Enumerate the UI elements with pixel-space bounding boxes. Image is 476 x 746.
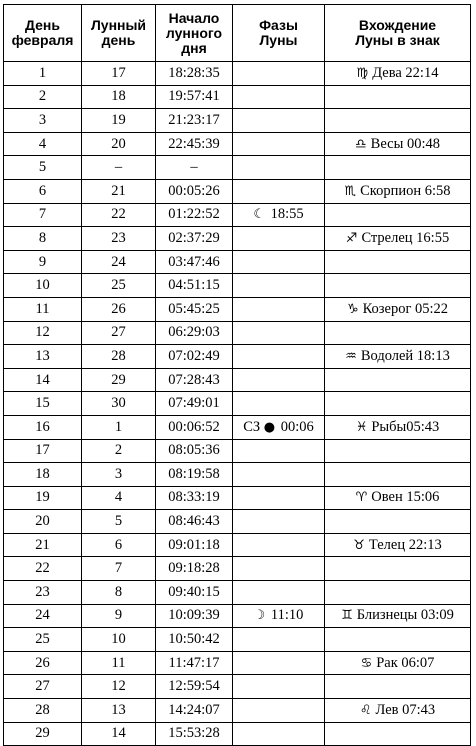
day-cell: 8 bbox=[4, 227, 82, 251]
header-sign-entry-line: Луны в знак bbox=[355, 32, 440, 48]
table-row bbox=[4, 439, 471, 463]
day-cell: 11 bbox=[4, 297, 82, 321]
lunar-day-cell: 4 bbox=[82, 486, 156, 510]
sign-text: Козерог 05:22 bbox=[362, 300, 449, 317]
table-row bbox=[4, 203, 471, 227]
header-sign-entry bbox=[325, 5, 471, 62]
start-time-cell: 22:45:39 bbox=[156, 132, 233, 156]
start-time-cell: 14:24:07 bbox=[156, 699, 233, 723]
start-time-cell: 09:40:15 bbox=[156, 581, 233, 605]
phase-cell bbox=[233, 156, 325, 180]
table-row bbox=[4, 415, 471, 439]
table-row bbox=[4, 85, 471, 109]
day-cell: 19 bbox=[4, 486, 82, 510]
lunar-day-cell: 8 bbox=[82, 581, 156, 605]
phase-cell bbox=[233, 699, 325, 723]
table-row bbox=[4, 722, 471, 746]
sign-cell bbox=[325, 156, 471, 180]
phase-cell bbox=[233, 463, 325, 487]
lunar-day-cell: 30 bbox=[82, 392, 156, 416]
table-row bbox=[4, 179, 471, 203]
pisces-icon: ♓ bbox=[355, 419, 368, 435]
sign-text: Весы 00:48 bbox=[370, 135, 440, 152]
phase-cell bbox=[233, 368, 325, 392]
lunar-day-cell: 25 bbox=[82, 274, 156, 298]
table-row bbox=[4, 62, 471, 86]
table-row bbox=[4, 132, 471, 156]
header-phase-line: Фазы bbox=[259, 17, 298, 33]
phase-cell bbox=[233, 722, 325, 746]
header-phase bbox=[233, 5, 325, 62]
lunar-day-cell: 19 bbox=[82, 109, 156, 133]
day-cell: 10 bbox=[4, 274, 82, 298]
phase-cell bbox=[233, 321, 325, 345]
sign-text: Дева 22:14 bbox=[372, 64, 439, 81]
sign-cell bbox=[325, 415, 471, 439]
phase-cell bbox=[233, 227, 325, 251]
phase-cell bbox=[233, 510, 325, 534]
start-time-cell: 07:02:49 bbox=[156, 345, 233, 369]
phase-cell bbox=[233, 392, 325, 416]
sign-cell bbox=[325, 250, 471, 274]
phase-cell bbox=[233, 274, 325, 298]
sign-cell bbox=[325, 109, 471, 133]
lunar-day-cell: 17 bbox=[82, 62, 156, 86]
phase-cell bbox=[233, 604, 325, 628]
sign-text: Скорпион 6:58 bbox=[360, 182, 451, 199]
header-start-line: дня bbox=[181, 39, 207, 56]
first-quarter-moon-icon: ☽ bbox=[253, 608, 266, 624]
aries-icon: ♈ bbox=[355, 490, 368, 506]
phase-cell bbox=[233, 439, 325, 463]
phase-cell bbox=[233, 675, 325, 699]
table-row bbox=[4, 628, 471, 652]
sign-cell bbox=[325, 85, 471, 109]
phase-cell bbox=[233, 85, 325, 109]
header-start-line: Начало bbox=[168, 9, 220, 26]
lunar-day-cell: 20 bbox=[82, 132, 156, 156]
table-row bbox=[4, 345, 471, 369]
day-cell: 3 bbox=[4, 109, 82, 133]
header-lunar-day bbox=[82, 5, 156, 62]
start-time-cell: 11:47:17 bbox=[156, 651, 233, 675]
header-lunar-day-line: Лунный bbox=[90, 17, 147, 33]
table-row bbox=[4, 321, 471, 345]
phase-cell bbox=[233, 203, 325, 227]
day-cell: 18 bbox=[4, 463, 82, 487]
start-time-cell: 08:33:19 bbox=[156, 486, 233, 510]
table-row bbox=[4, 699, 471, 723]
start-time-cell: 10:50:42 bbox=[156, 628, 233, 652]
day-cell: 25 bbox=[4, 628, 82, 652]
lunar-day-cell: – bbox=[82, 156, 156, 180]
sign-text: Рак 06:07 bbox=[376, 654, 435, 671]
aquarius-icon: ♒ bbox=[345, 348, 357, 364]
phase-cell bbox=[233, 415, 325, 439]
sign-text: Близнецы 03:09 bbox=[356, 607, 454, 624]
sign-cell bbox=[325, 179, 471, 203]
start-time-cell: 05:45:25 bbox=[156, 297, 233, 321]
sign-cell bbox=[325, 510, 471, 534]
lunar-calendar-table bbox=[3, 4, 471, 746]
lunar-day-cell: 24 bbox=[82, 250, 156, 274]
day-cell: 12 bbox=[4, 321, 82, 345]
start-time-cell: 09:18:28 bbox=[156, 557, 233, 581]
sign-cell bbox=[325, 439, 471, 463]
gemini-icon: ♊ bbox=[341, 608, 353, 624]
start-time-cell: 21:23:17 bbox=[156, 109, 233, 133]
start-time-cell: 12:59:54 bbox=[156, 675, 233, 699]
phase-cell bbox=[233, 179, 325, 203]
table-row bbox=[4, 297, 471, 321]
start-time-cell: 02:37:29 bbox=[156, 227, 233, 251]
start-time-cell: 07:49:01 bbox=[156, 392, 233, 416]
sign-cell bbox=[325, 486, 471, 510]
lunar-day-cell: 23 bbox=[82, 227, 156, 251]
day-cell: 5 bbox=[4, 156, 82, 180]
start-time-cell: 03:47:46 bbox=[156, 250, 233, 274]
table-row bbox=[4, 651, 471, 675]
sign-cell bbox=[325, 699, 471, 723]
table-row bbox=[4, 486, 471, 510]
sign-cell bbox=[325, 297, 471, 321]
sign-cell bbox=[325, 345, 471, 369]
sign-cell bbox=[325, 675, 471, 699]
day-cell: 9 bbox=[4, 250, 82, 274]
lunar-day-cell: 2 bbox=[82, 439, 156, 463]
sign-text: Водолей 18:13 bbox=[360, 347, 450, 364]
start-time-cell: 08:46:43 bbox=[156, 510, 233, 534]
day-cell: 17 bbox=[4, 439, 82, 463]
sign-cell bbox=[325, 62, 471, 86]
day-cell: 26 bbox=[4, 651, 82, 675]
phase-cell bbox=[233, 250, 325, 274]
lunar-day-cell: 10 bbox=[82, 628, 156, 652]
phase-cell bbox=[233, 132, 325, 156]
day-cell: 21 bbox=[4, 533, 82, 557]
start-time-cell: 10:09:39 bbox=[156, 604, 233, 628]
sign-cell bbox=[325, 722, 471, 746]
lunar-day-cell: 13 bbox=[82, 699, 156, 723]
phase-time: 11:10 bbox=[270, 607, 304, 624]
phase-prefix: СЗ bbox=[243, 418, 261, 435]
sign-cell bbox=[325, 392, 471, 416]
day-cell: 16 bbox=[4, 415, 82, 439]
day-cell: 15 bbox=[4, 392, 82, 416]
lunar-day-cell: 5 bbox=[82, 510, 156, 534]
sign-cell bbox=[325, 321, 471, 345]
start-time-cell: 18:28:35 bbox=[156, 62, 233, 86]
day-cell: 7 bbox=[4, 203, 82, 227]
table-row bbox=[4, 109, 471, 133]
start-time-cell: 00:05:26 bbox=[156, 179, 233, 203]
phase-cell bbox=[233, 297, 325, 321]
day-cell: 13 bbox=[4, 345, 82, 369]
header-lunar-day-line: день bbox=[101, 32, 136, 48]
phase-cell bbox=[233, 557, 325, 581]
leo-icon: ♌ bbox=[359, 702, 372, 718]
header-phase-line: Луны bbox=[259, 32, 298, 48]
header-sign-entry-line: Вхождение bbox=[358, 17, 437, 33]
table-row bbox=[4, 604, 471, 628]
table-row bbox=[4, 557, 471, 581]
table-row bbox=[4, 250, 471, 274]
phase-time: 00:06 bbox=[280, 418, 314, 435]
last-quarter-moon-icon: ☾ bbox=[253, 207, 265, 223]
sign-cell bbox=[325, 628, 471, 652]
day-cell: 20 bbox=[4, 510, 82, 534]
day-cell: 28 bbox=[4, 699, 82, 723]
start-time-cell: – bbox=[156, 156, 233, 180]
start-time-cell: 15:53:28 bbox=[156, 722, 233, 746]
sign-text: Лев 07:43 bbox=[375, 701, 436, 718]
phase-cell bbox=[233, 486, 325, 510]
start-time-cell: 08:05:36 bbox=[156, 439, 233, 463]
lunar-day-cell: 29 bbox=[82, 368, 156, 392]
lunar-day-cell: 12 bbox=[82, 675, 156, 699]
start-time-cell: 08:19:58 bbox=[156, 463, 233, 487]
sign-cell bbox=[325, 203, 471, 227]
phase-cell bbox=[233, 109, 325, 133]
header-day-line: День bbox=[25, 17, 60, 33]
lunar-day-cell: 1 bbox=[82, 415, 156, 439]
table-row bbox=[4, 156, 471, 180]
start-time-cell: 06:29:03 bbox=[156, 321, 233, 345]
lunar-day-cell: 18 bbox=[82, 85, 156, 109]
table-row bbox=[4, 675, 471, 699]
phase-cell bbox=[233, 345, 325, 369]
day-cell: 6 bbox=[4, 179, 82, 203]
phase-cell bbox=[233, 651, 325, 675]
table-row bbox=[4, 533, 471, 557]
header-start-line: лунного bbox=[165, 24, 223, 41]
lunar-day-cell: 9 bbox=[82, 604, 156, 628]
lunar-day-cell: 22 bbox=[82, 203, 156, 227]
table-row bbox=[4, 368, 471, 392]
start-time-cell: 07:28:43 bbox=[156, 368, 233, 392]
lunar-day-cell: 26 bbox=[82, 297, 156, 321]
sign-text: Овен 15:06 bbox=[371, 489, 440, 506]
table-row bbox=[4, 510, 471, 534]
phase-cell bbox=[233, 533, 325, 557]
lunar-day-cell: 28 bbox=[82, 345, 156, 369]
sign-text: Телец 22:13 bbox=[368, 536, 442, 553]
sign-cell bbox=[325, 604, 471, 628]
sign-cell bbox=[325, 651, 471, 675]
lunar-day-cell: 14 bbox=[82, 722, 156, 746]
sagittarius-icon: ♐ bbox=[345, 230, 358, 246]
start-time-cell: 19:57:41 bbox=[156, 85, 233, 109]
lunar-day-cell: 6 bbox=[82, 533, 156, 557]
table-row bbox=[4, 392, 471, 416]
phase-cell bbox=[233, 628, 325, 652]
new-moon-icon: ● bbox=[263, 419, 276, 435]
lunar-day-cell: 3 bbox=[82, 463, 156, 487]
sign-cell bbox=[325, 557, 471, 581]
day-cell: 24 bbox=[4, 604, 82, 628]
sign-text: Рыбы05:43 bbox=[371, 418, 440, 435]
sign-cell bbox=[325, 368, 471, 392]
day-cell: 4 bbox=[4, 132, 82, 156]
day-cell: 23 bbox=[4, 581, 82, 605]
header-row bbox=[4, 5, 471, 62]
day-cell: 29 bbox=[4, 722, 82, 746]
sign-cell bbox=[325, 132, 471, 156]
start-time-cell: 09:01:18 bbox=[156, 533, 233, 557]
header-day-line: февраля bbox=[11, 32, 74, 48]
table-row bbox=[4, 463, 471, 487]
cancer-icon: ♋ bbox=[360, 655, 373, 671]
lunar-day-cell: 7 bbox=[82, 557, 156, 581]
sign-text: Стрелец 16:55 bbox=[361, 229, 450, 246]
sign-cell bbox=[325, 463, 471, 487]
day-cell: 14 bbox=[4, 368, 82, 392]
header-day bbox=[4, 5, 82, 62]
lunar-day-cell: 11 bbox=[82, 651, 156, 675]
scorpio-icon: ♏ bbox=[344, 183, 357, 199]
start-time-cell: 00:06:52 bbox=[156, 415, 233, 439]
phase-cell bbox=[233, 62, 325, 86]
virgo-icon: ♍ bbox=[356, 65, 369, 81]
phase-time: 18:55 bbox=[270, 206, 304, 223]
table-row bbox=[4, 581, 471, 605]
capricorn-icon: ♑ bbox=[346, 301, 359, 317]
table-row bbox=[4, 227, 471, 251]
sign-cell bbox=[325, 581, 471, 605]
day-cell: 22 bbox=[4, 557, 82, 581]
start-time-cell: 01:22:52 bbox=[156, 203, 233, 227]
header-start bbox=[156, 5, 233, 62]
day-cell: 27 bbox=[4, 675, 82, 699]
day-cell: 1 bbox=[4, 62, 82, 86]
lunar-calendar bbox=[3, 4, 471, 746]
start-time-cell: 04:51:15 bbox=[156, 274, 233, 298]
libra-icon: ♎ bbox=[355, 136, 367, 152]
sign-cell bbox=[325, 227, 471, 251]
sign-cell bbox=[325, 533, 471, 557]
lunar-day-cell: 27 bbox=[82, 321, 156, 345]
taurus-icon: ♉ bbox=[353, 537, 365, 553]
phase-cell bbox=[233, 581, 325, 605]
lunar-day-cell: 21 bbox=[82, 179, 156, 203]
table-row bbox=[4, 274, 471, 298]
day-cell: 2 bbox=[4, 85, 82, 109]
sign-cell bbox=[325, 274, 471, 298]
